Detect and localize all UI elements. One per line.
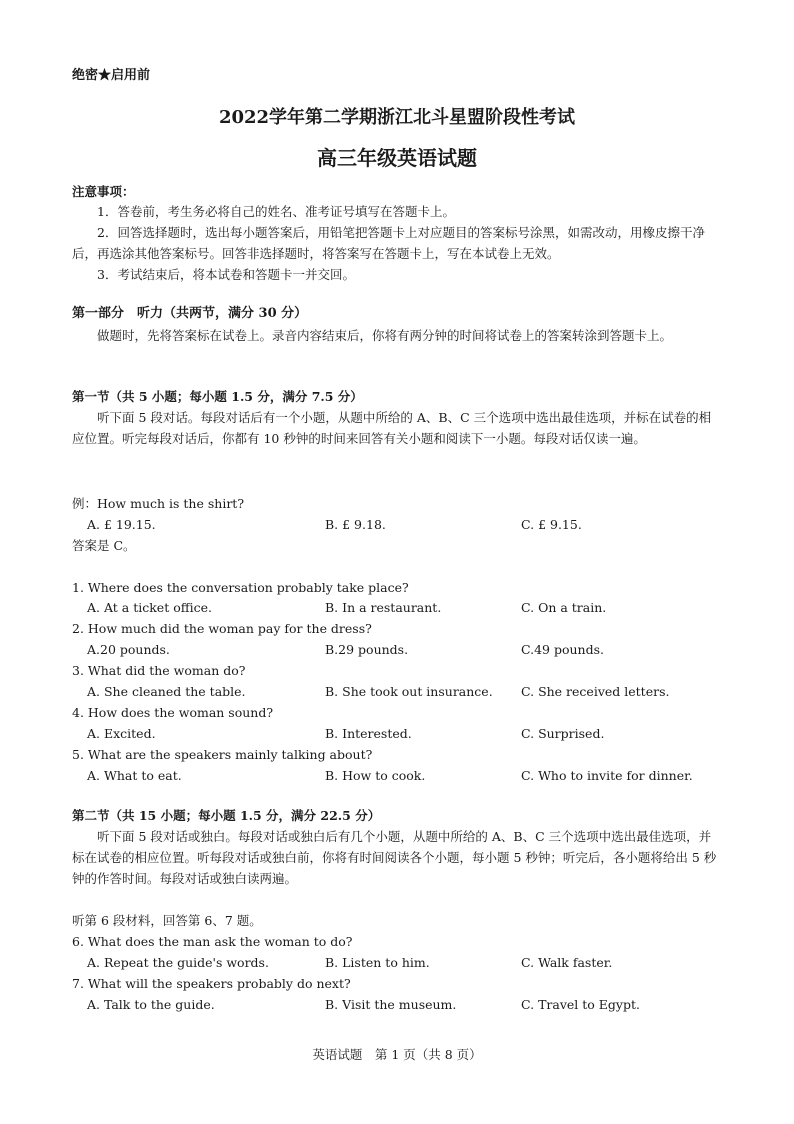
q7-option-a: A. Talk to the guide. xyxy=(87,997,215,1012)
q1-option-a: A. At a ticket office. xyxy=(87,600,212,615)
example-answer: 答案是 C。 xyxy=(72,538,136,553)
exam-subtitle: 高三年级英语试题 xyxy=(317,146,477,170)
q1-option-c: C. On a train. xyxy=(521,600,607,615)
question-7: 7. What will the speakers probably do next? xyxy=(72,976,351,991)
section1-intro: 听下面 5 段对话。每段对话后有一个小题，从题中所给的 A、B、C 三个选项中选出最佳选项，并标在试卷的相应位置。听完每段对话后，你都有 10 秒钟的时间来回答有关小题和阅读下一小题。每段对话仅读一遍。 xyxy=(72,410,712,446)
notes-item-3: 3．考试结束后，将本试卷和答题卡一并交回。 xyxy=(97,267,355,282)
section2-heading: 第二节（共 15 小题；每小题 1.5 分，满分 22.5 分） xyxy=(72,808,381,823)
exam-title: 2022学年第二学期浙江北斗星盟阶段性考试 xyxy=(218,107,576,128)
q4-option-a: A. Excited. xyxy=(87,726,156,741)
question-5: 5. What are the speakers mainly talking about? xyxy=(72,747,373,762)
notes-item-1: 1．答卷前，考生务必将自己的姓名、准考证号填写在答题卡上。 xyxy=(97,204,455,219)
section1-heading: 第一节（共 5 小题；每小题 1.5 分，满分 7.5 分） xyxy=(72,389,363,404)
q3-option-c: C. She received letters. xyxy=(521,684,670,699)
q2-option-a: A.20 pounds. xyxy=(87,642,170,657)
section2-intro: 听下面 5 段对话或独白。每段对话或独白后有几个小题，从题中所给的 A、B、C 三个选项中选出最佳选项，并标在试卷的相应位置。听每段对话或独白前，你将有时间阅读各个小题，每小题 5 秒钟；听完后，各小题将给出 5 秒钟的作答时间。每段对话或独白读两遍。 xyxy=(72,829,717,886)
question-2: 2. How much did the woman pay for the dress? xyxy=(72,621,372,636)
q5-option-b: B. How to cook. xyxy=(325,768,426,783)
example-option-a: A. £ 19.15. xyxy=(87,517,156,532)
question-1: 1. Where does the conversation probably take place? xyxy=(72,580,409,595)
q7-option-b: B. Visit the museum. xyxy=(325,997,457,1012)
example-option-c: C. £ 9.15. xyxy=(521,517,582,532)
q3-option-a: A. She cleaned the table. xyxy=(87,684,246,699)
notes-item-2: 2．回答选择题时，选出每小题答案后，用铅笔把答题卡上对应题目的答案标号涂黑，如需改动，用橡皮擦干净后，再选涂其他答案标号。回答非选择题时，将答案写在答题卡上，写在本试卷上无效。 xyxy=(72,225,705,261)
page-footer: 英语试题 第 1 页（共 8 页） xyxy=(312,1047,482,1062)
q6-option-c: C. Walk faster. xyxy=(521,955,613,970)
question-6: 6. What does the man ask the woman to do? xyxy=(72,934,353,949)
notes-heading: 注意事项： xyxy=(72,184,135,199)
q7-option-c: C. Travel to Egypt. xyxy=(521,997,640,1012)
material-6-instruction: 听第 6 段材料，回答第 6、7 题。 xyxy=(72,913,262,928)
q3-option-b: B. She took out insurance. xyxy=(325,684,493,699)
question-3: 3. What did the woman do? xyxy=(72,663,246,678)
q2-option-b: B.29 pounds. xyxy=(325,642,409,657)
q6-option-b: B. Listen to him. xyxy=(325,955,430,970)
q1-option-b: B. In a restaurant. xyxy=(325,600,442,615)
example-option-b: B. £ 9.18. xyxy=(325,517,386,532)
q4-option-b: B. Interested. xyxy=(325,726,412,741)
example-question: 例：How much is the shirt? xyxy=(72,496,245,511)
q5-option-c: C. Who to invite for dinner. xyxy=(521,768,693,783)
q4-option-c: C. Surprised. xyxy=(521,726,605,741)
part1-heading: 第一部分 听力（共两节，满分 30 分） xyxy=(72,306,308,321)
question-4: 4. How does the woman sound? xyxy=(72,705,274,720)
q5-option-a: A. What to eat. xyxy=(87,768,182,783)
part1-intro: 做题时，先将答案标在试卷上。录音内容结束后，你将有两分钟的时间将试卷上的答案转涂到答题卡上。 xyxy=(97,328,673,343)
q2-option-c: C.49 pounds. xyxy=(521,642,604,657)
confidential-mark: 绝密★启用前 xyxy=(72,68,151,83)
q6-option-a: A. Repeat the guide's words. xyxy=(87,955,269,970)
